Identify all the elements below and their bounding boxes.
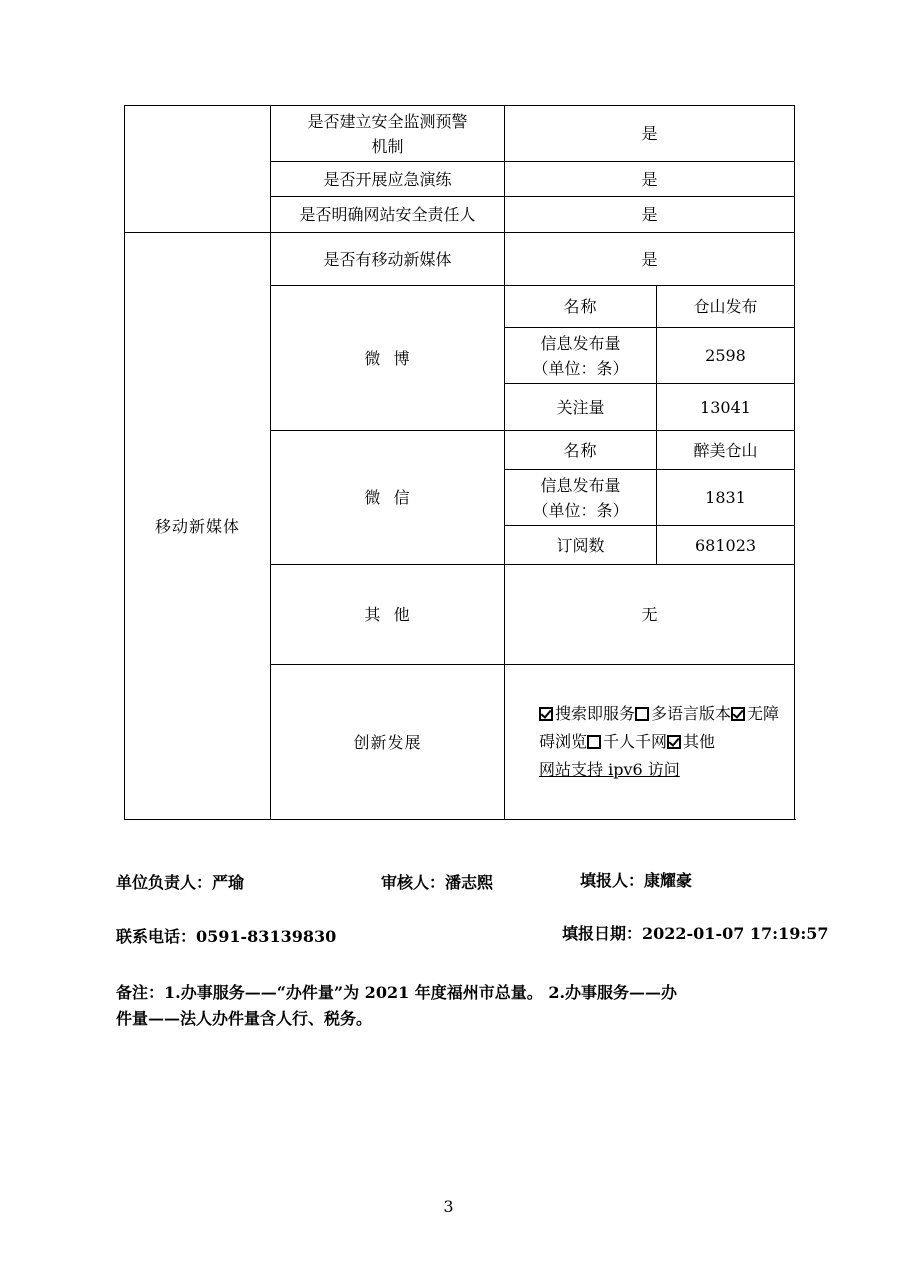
fill-date: 填报日期：2022-01-07 17:19:57 bbox=[562, 924, 829, 943]
wechat-posts-label bbox=[505, 470, 657, 526]
option-label-3: 千人千网 bbox=[603, 732, 668, 751]
wechat-name-value: 醉美仓山 bbox=[657, 431, 795, 470]
wechat-label: 微 信 bbox=[271, 431, 505, 565]
option-checkbox-1 bbox=[635, 707, 649, 721]
table-row bbox=[125, 106, 795, 162]
option-label-0: 搜索即服务 bbox=[555, 704, 636, 723]
report-table bbox=[124, 105, 795, 820]
mobile-has-label: 是否有移动新媒体 bbox=[271, 233, 505, 286]
remark bbox=[116, 980, 796, 1032]
responsible-label: 是否明确网站安全责任人 bbox=[271, 197, 505, 233]
weibo-label: 微 博 bbox=[271, 286, 505, 431]
weibo-followers-label: 关注量 bbox=[505, 384, 657, 431]
weibo-posts-label-line2: （单位：条） bbox=[532, 358, 629, 378]
remark-line-2: 件量——法人办件量含人行、税务。 bbox=[116, 1009, 373, 1028]
wechat-subs-value: 681023 bbox=[657, 526, 795, 565]
wechat-posts-label-line1: 信息发布量 bbox=[540, 475, 621, 495]
option-label-1: 多语言版本 bbox=[651, 704, 732, 723]
page-number: 3 bbox=[443, 1197, 454, 1216]
filler: 填报人：康耀豪 bbox=[580, 871, 693, 890]
monitor-value: 是 bbox=[505, 106, 795, 162]
option-checkbox-4 bbox=[667, 735, 681, 749]
weibo-name-label: 名称 bbox=[505, 286, 657, 328]
weibo-posts-label bbox=[505, 328, 657, 384]
unit-head: 单位负责人：严瑜 bbox=[116, 873, 245, 892]
option-checkbox-2 bbox=[731, 707, 745, 721]
wechat-subs-label: 订阅数 bbox=[505, 526, 657, 565]
responsible-value: 是 bbox=[505, 197, 795, 233]
reviewer: 审核人：潘志熙 bbox=[381, 873, 494, 892]
remark-line-1: 备注：1.办事服务——“办件量”为 2021 年度福州市总量。 2.办事服务——办 bbox=[116, 983, 678, 1002]
table-row bbox=[125, 233, 795, 286]
other-label: 其 他 bbox=[271, 565, 505, 665]
wechat-name-label: 名称 bbox=[505, 431, 657, 470]
mobile-section-label: 移动新媒体 bbox=[125, 233, 271, 820]
weibo-name-value: 仓山发布 bbox=[657, 286, 795, 328]
weibo-posts-value: 2598 bbox=[657, 328, 795, 384]
weibo-posts-label-line1: 信息发布量 bbox=[540, 333, 621, 353]
wechat-posts-label-line2: （单位：条） bbox=[532, 500, 629, 520]
innovation-options bbox=[505, 665, 795, 820]
drill-value: 是 bbox=[505, 162, 795, 197]
option-label-2: 无障碍浏览 bbox=[539, 704, 780, 751]
wechat-posts-value: 1831 bbox=[657, 470, 795, 526]
option-checkbox-3 bbox=[587, 735, 601, 749]
option-label-4: 其他 bbox=[683, 732, 716, 751]
innovation-section-label: 创新发展 bbox=[271, 665, 505, 820]
other-value: 无 bbox=[505, 565, 795, 665]
innovation-other-text: 网站支持 ipv6 访问 bbox=[539, 760, 680, 779]
monitor-label: 是否建立安全监测预警机制 bbox=[271, 106, 505, 162]
drill-label: 是否开展应急演练 bbox=[271, 162, 505, 197]
weibo-followers-value: 13041 bbox=[657, 384, 795, 431]
blank-section-cell bbox=[125, 106, 271, 233]
contact-phone: 联系电话：0591-83139830 bbox=[116, 927, 337, 946]
option-checkbox-0 bbox=[539, 707, 553, 721]
mobile-has-value: 是 bbox=[505, 233, 795, 286]
